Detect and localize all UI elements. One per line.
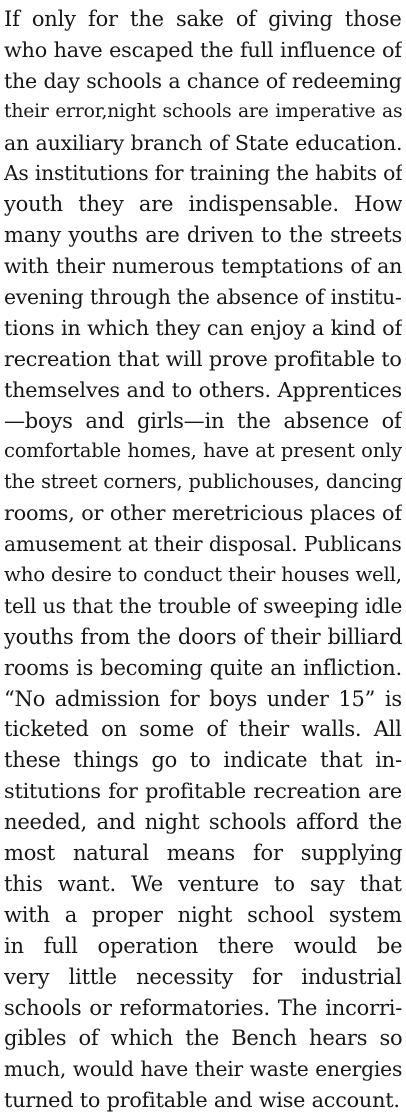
text-line: ticketed on some of their walls. All <box>4 717 402 742</box>
text-line: needed, and night schools afford the <box>4 810 402 835</box>
text-line: —boys and girls—in the absence of <box>4 408 402 433</box>
text-line: most natural means for supplying <box>4 841 402 866</box>
text-line: rooms is becoming quite an infliction. <box>4 655 402 680</box>
text-line: recreation that will prove profitable to <box>4 346 402 371</box>
text-line: turned to profitable and wise account. <box>4 1088 400 1113</box>
text-line: As institutions for training the habits of <box>4 161 402 186</box>
text-line: with a proper night school system <box>4 902 402 927</box>
text-line: themselves and to others. Apprentices <box>4 377 402 402</box>
text-line: who have escaped the full influence of <box>4 37 402 62</box>
text-line: stitutions for profitable recreation are <box>4 779 402 804</box>
text-line: gibles of which the Bench hears so <box>4 1026 402 1051</box>
text-line: many youths are driven to the streets <box>4 223 402 248</box>
text-line: tions in which they can enjoy a kind of <box>4 315 402 340</box>
text-line: much, would have their waste energies <box>4 1057 402 1082</box>
text-line: If only for the sake of giving those <box>4 7 402 31</box>
text-line: in full operation there would be <box>4 933 402 958</box>
text-line: “No admission for boys under 15” is <box>4 686 402 711</box>
text-line: youths from the doors of their billiard <box>4 624 402 649</box>
text-line: the street corners, publichouses, dancing <box>4 470 402 494</box>
text-line: comfortable homes, have at present only <box>4 439 402 463</box>
text-line: amusement at their disposal. Publicans <box>4 532 402 557</box>
text-line: who desire to conduct their houses well, <box>4 563 402 587</box>
text-line: tell us that the trouble of sweeping idle <box>4 593 402 618</box>
text-line: schools or reformatories. The incorri- <box>4 995 402 1020</box>
text-line: youth they are indispensable. How <box>4 192 402 217</box>
text-line: evening through the absence of institu- <box>4 285 402 310</box>
text-line: very little necessity for industrial <box>4 964 402 989</box>
text-line: their error,night schools are imperative as <box>4 100 402 122</box>
text-line: these things go to indicate that in- <box>4 748 402 773</box>
text-line: an auxiliary branch of State education. <box>4 130 402 155</box>
text-line: with their numerous temptations of an <box>4 254 402 279</box>
text-line: rooms, or other meretricious places of <box>4 501 402 526</box>
text-line: this want. We venture to say that <box>4 871 402 896</box>
text-line: the day schools a chance of redeeming <box>4 68 402 93</box>
